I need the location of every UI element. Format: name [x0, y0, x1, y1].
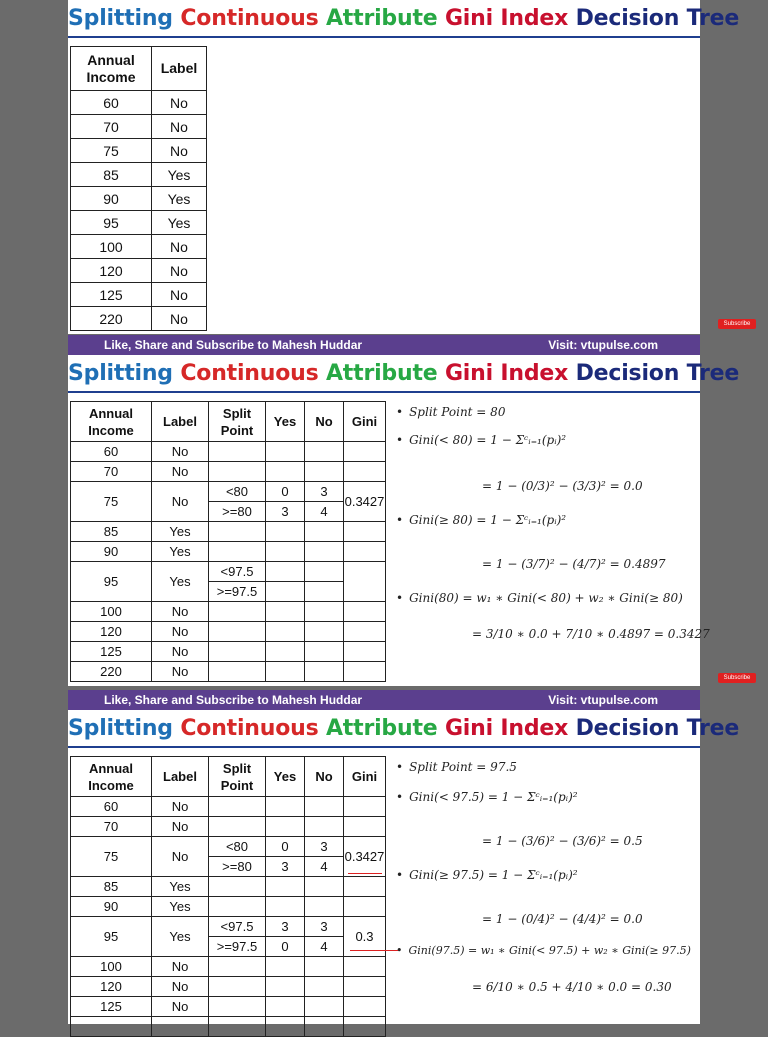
- table-cell: [305, 442, 344, 462]
- table-cell: [344, 817, 386, 837]
- table-cell: [305, 997, 344, 1017]
- table-cell: >=97.5: [209, 937, 266, 957]
- table-cell: <97.5: [209, 917, 266, 937]
- title-underline: [68, 746, 700, 748]
- table-cell: 70: [71, 817, 152, 837]
- table-cell: [344, 877, 386, 897]
- table-cell: Label: [152, 757, 209, 797]
- gini-split-table: [70, 756, 386, 1037]
- table-cell: 125: [71, 642, 152, 662]
- table-cell: [266, 662, 305, 682]
- footer-website-link[interactable]: Visit: vtupulse.com: [548, 338, 658, 352]
- math-gini-right-value: = 1 − (0/4)² − (4/4)² = 0.0: [482, 912, 643, 926]
- table-cell: [209, 957, 266, 977]
- table-cell: 90: [71, 542, 152, 562]
- math-gini-weighted-value: = 6/10 ∗ 0.5 + 4/10 ∗ 0.0 = 0.30: [472, 980, 672, 994]
- table-cell: [266, 877, 305, 897]
- table-cell: No: [152, 622, 209, 642]
- table-cell: [305, 562, 344, 582]
- table-cell: No: [152, 307, 207, 331]
- table-cell: 100: [71, 235, 152, 259]
- table-cell: 75: [71, 482, 152, 522]
- table-cell: [209, 997, 266, 1017]
- table-cell: [209, 602, 266, 622]
- table-cell: [305, 542, 344, 562]
- math-gini-left: • Gini(< 97.5) = 1 − Σᶜᵢ₌₁(pᵢ)²: [396, 790, 578, 804]
- table-cell: [305, 582, 344, 602]
- table-cell: [344, 622, 386, 642]
- table-cell: 120: [71, 977, 152, 997]
- table-row: [71, 307, 207, 331]
- table-cell: 95: [71, 917, 152, 957]
- table-cell: [209, 662, 266, 682]
- table-cell: [305, 977, 344, 997]
- table-cell: Yes: [152, 897, 209, 917]
- table-cell: 0: [266, 937, 305, 957]
- table-cell: 3: [266, 502, 305, 522]
- slide-title: Splitting Continuous Attribute Gini Index Decision Tree: [68, 716, 740, 741]
- table-cell: [305, 897, 344, 917]
- table-row: [71, 542, 386, 562]
- gini-value-80: 0.3427: [344, 837, 386, 877]
- title-underline: [68, 36, 700, 38]
- table-cell: No: [152, 91, 207, 115]
- table-row: [71, 837, 386, 857]
- table-cell: 95: [71, 562, 152, 602]
- math-gini-left-value: = 1 − (3/6)² − (3/6)² = 0.5: [482, 834, 643, 848]
- table-cell: [305, 957, 344, 977]
- footer-banner: [68, 335, 700, 355]
- table-row: [71, 211, 207, 235]
- table-cell: No: [152, 662, 209, 682]
- table-cell: [266, 462, 305, 482]
- table-cell: Yes: [152, 522, 209, 542]
- table-cell: Gini: [344, 402, 386, 442]
- table-row: [71, 259, 207, 283]
- table-cell: [344, 462, 386, 482]
- table-cell: [344, 662, 386, 682]
- table-cell: [71, 1017, 152, 1037]
- table-cell: Gini: [344, 757, 386, 797]
- table-cell: [266, 817, 305, 837]
- table-row: [71, 482, 386, 502]
- table-cell: [209, 642, 266, 662]
- table-row: [71, 997, 386, 1017]
- table-cell: [344, 522, 386, 542]
- table-row: [71, 115, 207, 139]
- table-cell: [266, 957, 305, 977]
- table-cell: No: [152, 115, 207, 139]
- table-cell: [266, 602, 305, 622]
- math-gini-right-value: = 1 − (3/7)² − (4/7)² = 0.4897: [482, 557, 666, 571]
- table-row: [71, 602, 386, 622]
- table-cell: 120: [71, 622, 152, 642]
- table-cell: [344, 897, 386, 917]
- table-cell: 85: [71, 522, 152, 542]
- table-cell: No: [152, 259, 207, 283]
- table-cell: No: [152, 442, 209, 462]
- table-cell: [266, 897, 305, 917]
- table-cell: 3: [305, 482, 344, 502]
- table-cell: [266, 642, 305, 662]
- underline-mark: [350, 950, 398, 951]
- table-cell: [305, 642, 344, 662]
- subscribe-button[interactable]: Subscribe: [718, 319, 756, 329]
- table-cell: No: [152, 283, 207, 307]
- slide-3: [68, 710, 740, 1024]
- table-cell: [266, 542, 305, 562]
- table-row: [71, 877, 386, 897]
- table-cell: >=97.5: [209, 582, 266, 602]
- table-row: [71, 622, 386, 642]
- table-cell: [209, 877, 266, 897]
- table-cell: Annual Income: [71, 402, 152, 442]
- table-cell: [209, 442, 266, 462]
- table-cell: 4: [305, 937, 344, 957]
- table-cell: 3: [305, 917, 344, 937]
- table-cell: Yes: [152, 877, 209, 897]
- table-cell: [266, 562, 305, 582]
- table-cell: [209, 462, 266, 482]
- table-cell: [209, 542, 266, 562]
- math-gini-left-value: = 1 − (0/3)² − (3/3)² = 0.0: [482, 479, 643, 493]
- table-cell: [344, 642, 386, 662]
- slide-title: Splitting Continuous Attribute Gini Index Decision Tree: [68, 361, 740, 386]
- table-row: [71, 522, 386, 542]
- table-cell: Yes: [152, 211, 207, 235]
- table-cell: Yes: [152, 163, 207, 187]
- table-cell: [266, 522, 305, 542]
- table-cell: 120: [71, 259, 152, 283]
- table-cell: 75: [71, 139, 152, 163]
- table-cell: [344, 1017, 386, 1037]
- table-cell: 3: [266, 857, 305, 877]
- table-cell: 90: [71, 897, 152, 917]
- table-cell: [344, 957, 386, 977]
- math-gini-weighted: • Gini(80) = w₁ ∗ Gini(< 80) + w₂ ∗ Gini(≥ 80): [396, 591, 683, 605]
- table-cell: [209, 1017, 266, 1037]
- subscribe-button[interactable]: Subscribe: [718, 673, 756, 683]
- table-row: [71, 235, 207, 259]
- footer-website-link[interactable]: Visit: vtupulse.com: [548, 693, 658, 707]
- table-cell: <80: [209, 482, 266, 502]
- table-cell: [305, 797, 344, 817]
- table-cell: [266, 997, 305, 1017]
- table-cell: 4: [305, 857, 344, 877]
- table-cell: 60: [71, 442, 152, 462]
- table-cell: 125: [71, 283, 152, 307]
- table-cell: 60: [71, 797, 152, 817]
- math-gini-left: • Gini(< 80) = 1 − Σᶜᵢ₌₁(pᵢ)²: [396, 433, 567, 447]
- table-cell: Yes: [152, 542, 209, 562]
- table-cell: 4: [305, 502, 344, 522]
- table-cell: >=80: [209, 502, 266, 522]
- table-cell: No: [152, 837, 209, 877]
- table-cell: 220: [71, 662, 152, 682]
- title-underline: [68, 391, 700, 393]
- table-row: [71, 662, 386, 682]
- table-cell: 0: [266, 482, 305, 502]
- gini-value-97-5: 0.3: [344, 917, 386, 957]
- table-cell: Yes: [152, 917, 209, 957]
- table-cell: [209, 522, 266, 542]
- table-cell: 100: [71, 957, 152, 977]
- table-cell: [266, 622, 305, 642]
- table-cell: 100: [71, 602, 152, 622]
- footer-subscribe-text: Like, Share and Subscribe to Mahesh Huddar: [104, 693, 363, 707]
- table-cell: No: [152, 797, 209, 817]
- table-cell: [209, 977, 266, 997]
- table-cell: [305, 522, 344, 542]
- table-cell: [305, 662, 344, 682]
- table-row: [71, 957, 386, 977]
- table-cell: No: [152, 642, 209, 662]
- table-cell: [305, 462, 344, 482]
- table-cell: [344, 977, 386, 997]
- table-cell: 125: [71, 997, 152, 1017]
- table-cell: No: [152, 997, 209, 1017]
- table-cell: [266, 1017, 305, 1037]
- table-cell: Yes: [266, 402, 305, 442]
- table-cell: No: [152, 977, 209, 997]
- table-cell: [266, 442, 305, 462]
- table-cell: No: [305, 402, 344, 442]
- table-cell: >=80: [209, 857, 266, 877]
- footer-banner: [68, 690, 700, 710]
- table-cell: [305, 622, 344, 642]
- table-row: [71, 283, 207, 307]
- table-cell: [266, 582, 305, 602]
- table-row: [71, 917, 386, 937]
- table-cell: 3: [305, 837, 344, 857]
- table-row: [71, 817, 386, 837]
- table-cell: Yes: [266, 757, 305, 797]
- table-cell: [344, 602, 386, 622]
- table-cell: Yes: [152, 187, 207, 211]
- table-cell: 90: [71, 187, 152, 211]
- table-cell: 3: [266, 917, 305, 937]
- table-cell: [152, 1017, 209, 1037]
- table-cell: [209, 622, 266, 642]
- table-cell: [344, 442, 386, 462]
- table-cell: [266, 977, 305, 997]
- table-cell: 60: [71, 91, 152, 115]
- table-row: [71, 897, 386, 917]
- table-row: [71, 442, 386, 462]
- footer-subscribe-text: Like, Share and Subscribe to Mahesh Huddar: [104, 338, 363, 352]
- math-gini-right: • Gini(≥ 97.5) = 1 − Σᶜᵢ₌₁(pᵢ)²: [396, 868, 578, 882]
- table-cell: No: [152, 602, 209, 622]
- table-row: [71, 642, 386, 662]
- table-cell: No: [152, 817, 209, 837]
- table-row: [71, 91, 207, 115]
- math-gini-weighted-value: = 3/10 ∗ 0.0 + 7/10 ∗ 0.4897 = 0.3427: [472, 627, 710, 641]
- table-cell: Label: [152, 402, 209, 442]
- table-cell: 70: [71, 462, 152, 482]
- math-split-point: • Split Point = 80: [396, 405, 506, 419]
- table-cell: 95: [71, 211, 152, 235]
- table-row: [71, 163, 207, 187]
- table-cell: [209, 817, 266, 837]
- table-cell: [266, 797, 305, 817]
- income-label-table: [70, 46, 207, 331]
- header-annual-income: Annual Income: [71, 47, 152, 91]
- table-row: [71, 562, 386, 582]
- table-cell: [209, 897, 266, 917]
- table-cell: [305, 877, 344, 897]
- table-cell: [344, 997, 386, 1017]
- table-cell: Annual Income: [71, 757, 152, 797]
- underline-mark: [348, 873, 382, 874]
- table-cell: 85: [71, 877, 152, 897]
- table-cell: [344, 797, 386, 817]
- table-cell: 220: [71, 307, 152, 331]
- table-row: [71, 462, 386, 482]
- table-cell: No: [305, 757, 344, 797]
- math-split-point: • Split Point = 97.5: [396, 760, 517, 774]
- table-cell: Split Point: [209, 402, 266, 442]
- table-cell: No: [152, 482, 209, 522]
- table-cell: No: [152, 235, 207, 259]
- table-cell: No: [152, 462, 209, 482]
- table-cell: [305, 1017, 344, 1037]
- gini-split-table: [70, 401, 386, 682]
- math-gini-weighted: • Gini(97.5) = w₁ ∗ Gini(< 97.5) + w₂ ∗ Gini(≥ 97.5): [396, 944, 691, 957]
- table-cell: No: [152, 139, 207, 163]
- table-cell: Split Point: [209, 757, 266, 797]
- table-cell: [209, 797, 266, 817]
- table-cell: [305, 602, 344, 622]
- table-cell: 75: [71, 837, 152, 877]
- table-cell: 85: [71, 163, 152, 187]
- table-cell: [344, 542, 386, 562]
- math-gini-right: • Gini(≥ 80) = 1 − Σᶜᵢ₌₁(pᵢ)²: [396, 513, 567, 527]
- table-cell: [305, 817, 344, 837]
- table-row: [71, 797, 386, 817]
- table-row: [71, 139, 207, 163]
- table-cell: <80: [209, 837, 266, 857]
- header-label: Label: [152, 47, 207, 91]
- table-cell: 70: [71, 115, 152, 139]
- gini-value-80: 0.3427: [344, 482, 386, 522]
- table-cell: [344, 562, 386, 602]
- slide-title: Splitting Continuous Attribute Gini Index Decision Tree: [68, 6, 740, 31]
- table-row: [71, 1017, 386, 1037]
- table-cell: <97.5: [209, 562, 266, 582]
- table-cell: 0: [266, 837, 305, 857]
- table-row: [71, 187, 207, 211]
- table-cell: Yes: [152, 562, 209, 602]
- table-cell: No: [152, 957, 209, 977]
- table-row: [71, 977, 386, 997]
